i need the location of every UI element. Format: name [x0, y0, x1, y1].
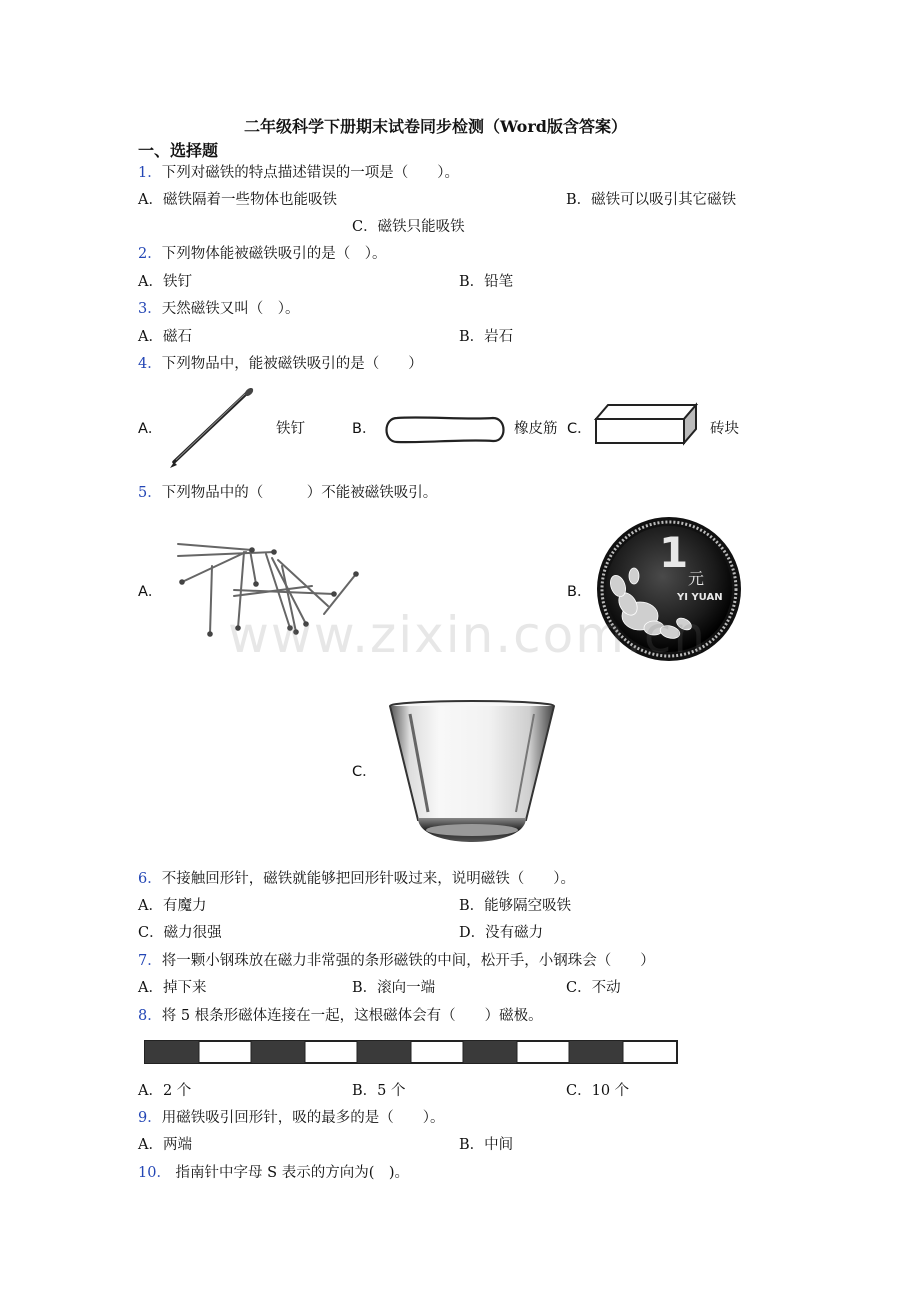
question-7 — [138, 949, 655, 970]
bar-magnets-image — [144, 1040, 678, 1066]
watermark: www.zixin.com.cn — [228, 606, 708, 664]
question-number: 7． — [138, 953, 162, 969]
question-number: 4． — [138, 356, 162, 372]
question-number: 10． — [138, 1165, 171, 1181]
q8-option-b: B．5 个 — [352, 1083, 406, 1099]
question-3 — [138, 297, 299, 318]
question-10 — [138, 1161, 409, 1182]
question-text: 用磁铁吸引回形针，吸的最多的是（ ）。 — [161, 1110, 445, 1126]
coin-pinyin: YI YUAN — [677, 592, 723, 603]
question-8 — [138, 1004, 543, 1025]
q9-option-b: B．中间 — [459, 1137, 514, 1153]
q6-option-d: D．没有磁力 — [459, 925, 544, 941]
question-text: 指南针中字母 S 表示的方向为( )。 — [170, 1165, 410, 1181]
q4-option-a-text: 铁钉 — [276, 421, 305, 437]
question-4 — [138, 352, 423, 373]
q2-option-a: A．铁钉 — [138, 274, 192, 290]
question-2 — [138, 242, 386, 263]
coin-digit: 1 — [659, 528, 689, 577]
q9-option-a: A．两端 — [138, 1137, 192, 1153]
question-number: 1． — [138, 165, 162, 181]
q4-option-b-label: B． — [352, 421, 377, 437]
question-9 — [138, 1106, 444, 1127]
q4-option-c-text: 砖块 — [710, 421, 739, 437]
question-text: 不接触回形针，磁铁就能够把回形针吸过来，说明磁铁（ ）。 — [161, 871, 575, 887]
question-number: 3． — [138, 301, 162, 317]
question-text: 将 5 根条形磁体连接在一起，这根磁体会有（ ）磁极。 — [161, 1008, 543, 1024]
q4-option-b-text: 橡皮筋 — [514, 421, 558, 437]
question-number: 9． — [138, 1110, 162, 1126]
q4-option-c-label: C． — [567, 421, 592, 437]
q5-option-c-label: C． — [352, 764, 377, 780]
section-heading: 一、选择题 — [138, 141, 219, 160]
question-number: 5． — [138, 485, 162, 501]
question-text: 将一颗小钢珠放在磁力非常强的条形磁铁的中间，松开手，小钢珠会（ ） — [161, 953, 655, 969]
question-text: 下列对磁铁的特点描述错误的一项是（ ）。 — [161, 165, 459, 181]
rubber-band-image — [383, 415, 507, 445]
question-text: 下列物体能被磁铁吸引的是（ ）。 — [161, 246, 387, 262]
q3-option-b: B．岩石 — [459, 329, 514, 345]
q7-option-a: A．掉下来 — [138, 980, 207, 996]
q4-option-a-label: A． — [138, 421, 163, 437]
question-text: 下列物品中的（ ）不能被磁铁吸引。 — [161, 485, 438, 501]
question-1 — [138, 161, 459, 182]
glass-image — [388, 700, 556, 854]
question-number: 2． — [138, 246, 162, 262]
question-6 — [138, 867, 575, 888]
q1-option-a: A．磁铁隔着一些物体也能吸铁 — [138, 192, 337, 208]
q5-option-b-label: B． — [567, 584, 592, 600]
question-text: 天然磁铁又叫（ ）。 — [161, 301, 300, 317]
q6-option-a: A．有魔力 — [138, 898, 207, 914]
q8-option-c: C．10 个 — [566, 1083, 630, 1099]
q6-option-b: B．能够隔空吸铁 — [459, 898, 572, 914]
q6-option-c: C．磁力很强 — [138, 925, 222, 941]
q5-option-a-label: A． — [138, 584, 163, 600]
q3-option-a: A．磁石 — [138, 329, 192, 345]
question-number: 6． — [138, 871, 162, 887]
q7-option-b: B．滚向一端 — [352, 980, 436, 996]
q7-option-c: C．不动 — [566, 980, 621, 996]
q1-option-c: C．磁铁只能吸铁 — [352, 219, 465, 235]
brick-image — [594, 403, 698, 445]
q1-option-b: B．磁铁可以吸引其它磁铁 — [566, 192, 737, 208]
coin-unit: 元 — [688, 569, 705, 588]
question-5 — [138, 481, 437, 502]
question-number: 8． — [138, 1008, 162, 1024]
question-text: 下列物品中，能被磁铁吸引的是（ ） — [161, 356, 423, 372]
q2-option-b: B．铅笔 — [459, 274, 514, 290]
q8-option-a: A．2 个 — [138, 1083, 192, 1099]
nail-image — [168, 388, 258, 470]
page-title: 二年级科学下册期末试卷同步检测（Word版含答案） — [244, 117, 627, 136]
